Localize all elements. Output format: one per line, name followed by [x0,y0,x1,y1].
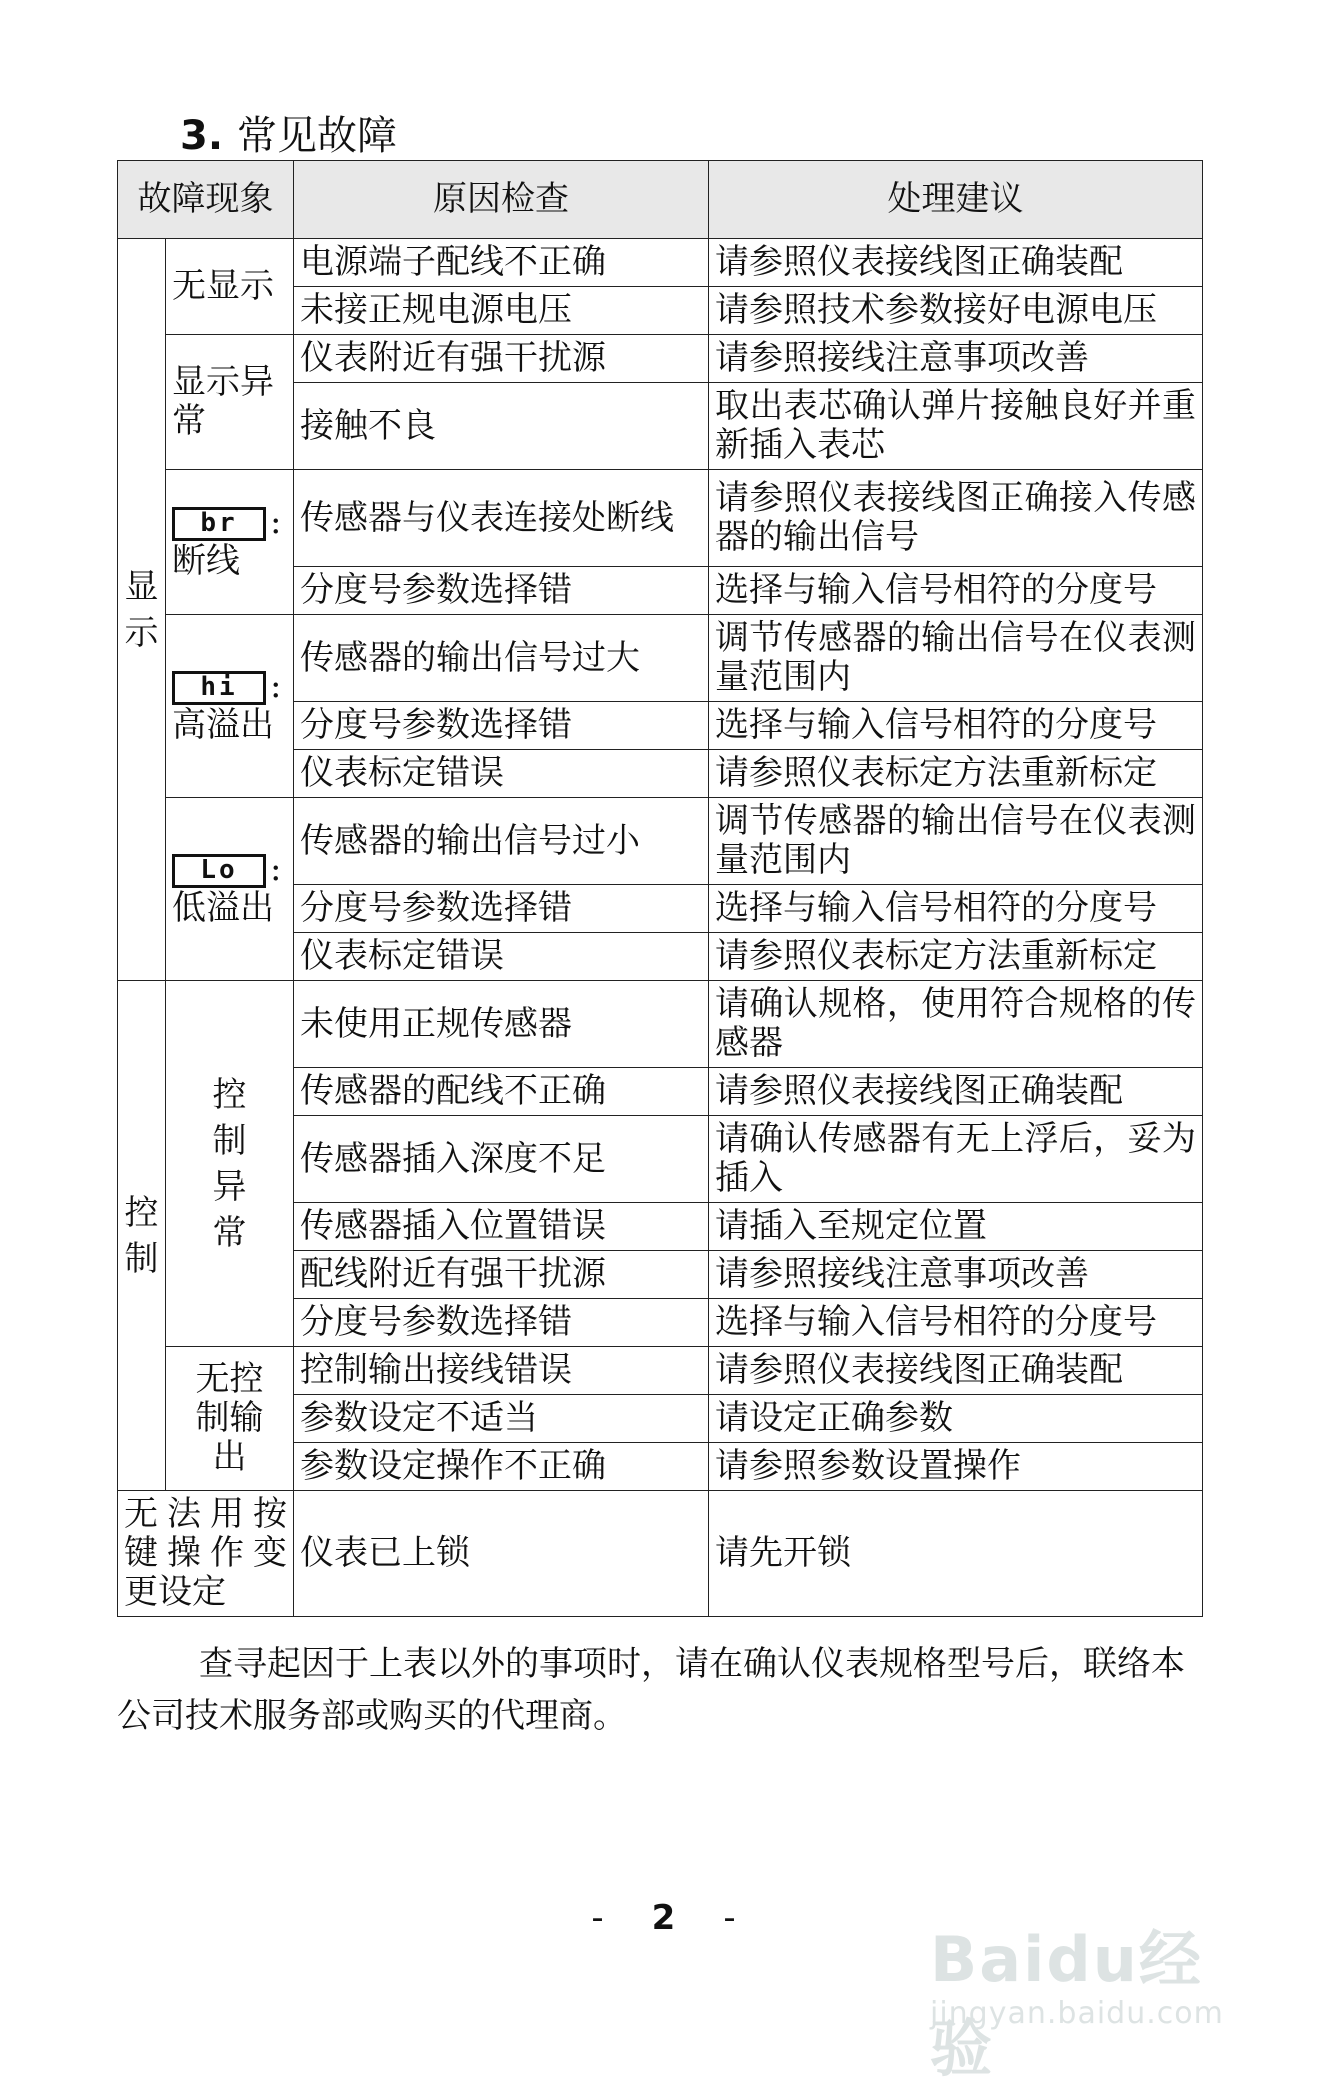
lcd-br-icon: br [172,507,266,541]
group-hi-label: 高溢出 [172,705,274,745]
page-dash-right: - [723,1898,736,1938]
cause-cell: 电源端子配线不正确 [294,239,709,287]
category-display-label: 显示 [124,566,159,653]
lcd-hi-icon: hi [172,671,266,705]
cause-cell: 控制输出接线错误 [294,1347,709,1395]
advice-cell: 请参照仪表接线图正确接入传感器的输出信号 [709,470,1203,567]
cause-cell: 接触不良 [294,383,709,470]
advice-cell: 请参照仪表标定方法重新标定 [709,933,1203,981]
cause-cell: 传感器插入深度不足 [294,1116,709,1203]
advice-cell: 调节传感器的输出信号在仪表测量范围内 [709,798,1203,885]
table-row [118,239,1203,287]
group-control-abnormal-label: 控制异常 [212,1074,247,1253]
advice-cell: 请参照仪表标定方法重新标定 [709,750,1203,798]
category-control [118,981,166,1491]
group-br-label: 断线 [172,541,240,581]
advice-cell: 请参照接线注意事项改善 [709,1251,1203,1299]
watermark-url: jingyan.baidu.com [930,1996,1224,2031]
section-title-text: 常见故障 [237,113,398,159]
footnote-paragraph: 查寻起因于上表以外的事项时，请在确认仪表规格型号后，联络本公司技术服务部或购买的代理商。 [117,1644,1185,1736]
advice-cell: 请确认传感器有无上浮后，妥为插入 [709,1116,1203,1203]
cause-cell: 未接正规电源电压 [294,287,709,335]
cause-cell: 参数设定不适当 [294,1395,709,1443]
advice-cell: 选择与输入信号相符的分度号 [709,567,1203,615]
cause-cell: 仪表标定错误 [294,933,709,981]
table-row [118,615,1203,702]
section-title [180,108,397,164]
advice-cell: 请参照参数设置操作 [709,1443,1203,1491]
cause-cell: 仪表标定错误 [294,750,709,798]
header-cause: 原因检查 [294,161,709,239]
advice-cell: 请确认规格，使用符合规格的传感器 [709,981,1203,1068]
group-no-display: 无显示 [166,239,294,335]
cause-cell: 传感器插入位置错误 [294,1203,709,1251]
cause-cell: 传感器与仪表连接处断线 [294,470,709,567]
table-row [118,1347,1203,1395]
advice-cell: 选择与输入信号相符的分度号 [709,885,1203,933]
section-number: 3. [180,113,224,159]
advice-cell: 取出表芯确认弹片接触良好并重新插入表芯 [709,383,1203,470]
cause-cell: 分度号参数选择错 [294,1299,709,1347]
baidu-watermark [930,1910,1260,2085]
cause-cell: 配线附近有强干扰源 [294,1251,709,1299]
group-display-abnormal: 显示异常 [166,335,294,470]
group-br: br : 断线 [166,470,294,615]
category-display [118,239,166,981]
cause-cell: 分度号参数选择错 [294,885,709,933]
advice-cell: 请参照仪表接线图正确装配 [709,1347,1203,1395]
table-header-row [118,161,1203,239]
cause-cell: 分度号参数选择错 [294,702,709,750]
group-lo-label: 低溢出 [172,888,274,928]
advice-cell: 请参照仪表接线图正确装配 [709,1068,1203,1116]
header-advice: 处理建议 [709,161,1203,239]
cause-cell: 参数设定操作不正确 [294,1443,709,1491]
group-hi: hi : 高溢出 [166,615,294,798]
advice-cell: 请设定正确参数 [709,1395,1203,1443]
page-number: 2 [651,1898,676,1938]
cause-cell: 分度号参数选择错 [294,567,709,615]
table-row [118,470,1203,567]
group-control-abnormal [166,981,294,1347]
group-key-locked: 无法用按键操作变更设定 [118,1491,294,1617]
fault-table [117,160,1203,1617]
cause-cell: 仪表附近有强干扰源 [294,335,709,383]
cause-cell: 未使用正规传感器 [294,981,709,1068]
table-row [118,981,1203,1068]
watermark-logo: Baidu经验 [930,1923,1203,2085]
header-symptom: 故障现象 [118,161,294,239]
advice-cell: 请参照仪表接线图正确装配 [709,239,1203,287]
cause-cell: 传感器的配线不正确 [294,1068,709,1116]
advice-cell: 请插入至规定位置 [709,1203,1203,1251]
table-row [118,1491,1203,1617]
advice-cell: 请参照技术参数接好电源电压 [709,287,1203,335]
advice-cell: 请参照接线注意事项改善 [709,335,1203,383]
cause-cell: 传感器的输出信号过小 [294,798,709,885]
advice-cell: 选择与输入信号相符的分度号 [709,1299,1203,1347]
advice-cell: 请先开锁 [709,1491,1203,1617]
group-no-control-output [166,1347,294,1491]
advice-cell: 选择与输入信号相符的分度号 [709,702,1203,750]
lcd-lo-icon: Lo [172,854,266,888]
category-control-label: 控制 [124,1192,159,1279]
table-row [118,798,1203,885]
group-no-control-output-label: 无控制输出 [195,1359,264,1477]
table-row [118,335,1203,383]
advice-cell: 调节传感器的输出信号在仪表测量范围内 [709,615,1203,702]
cause-cell: 仪表已上锁 [294,1491,709,1617]
group-lo: Lo : 低溢出 [166,798,294,981]
cause-cell: 传感器的输出信号过大 [294,615,709,702]
page-dash-left: - [591,1898,604,1938]
